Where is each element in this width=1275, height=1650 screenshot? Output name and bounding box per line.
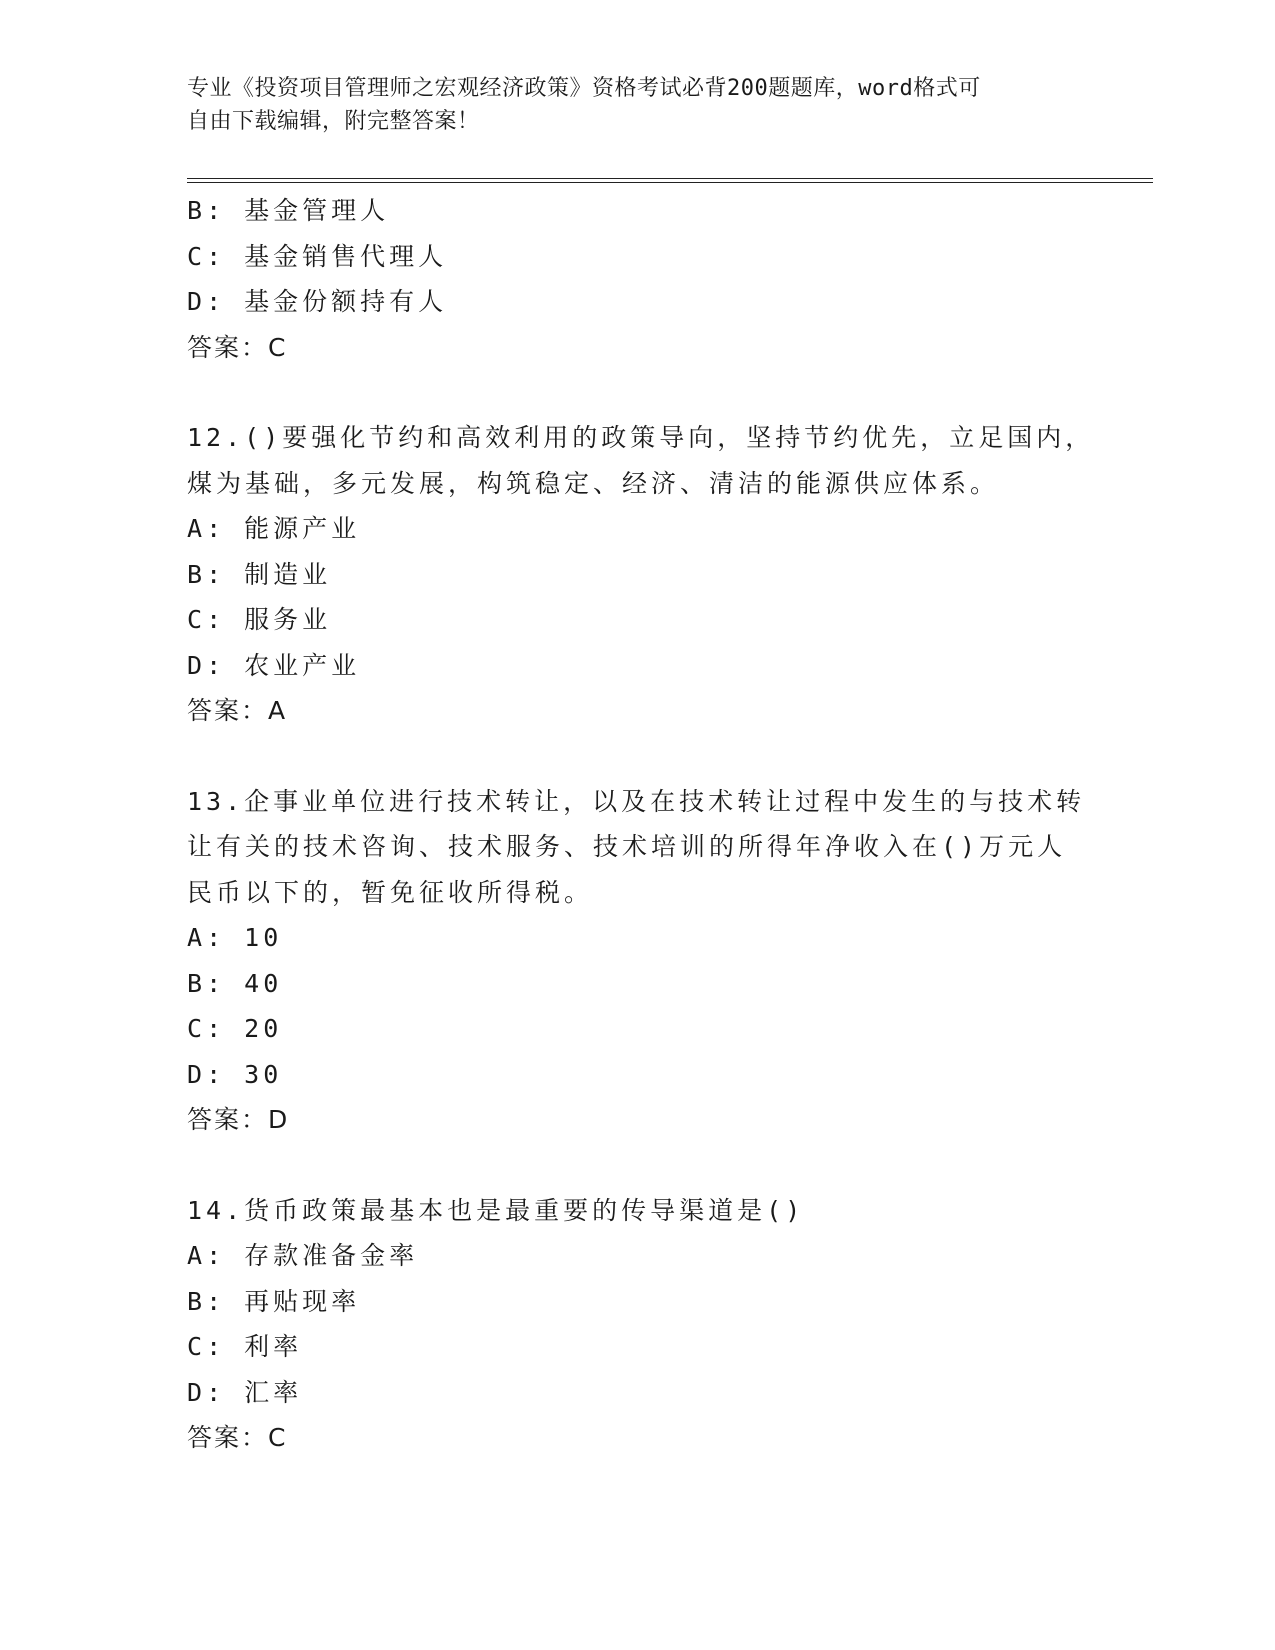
answer: 答案：D [187, 1105, 290, 1134]
option-a: A: 10 [187, 923, 283, 952]
answer: 答案：A [187, 696, 288, 725]
option-a: A: 存款准备金率 [187, 1241, 419, 1270]
question-stem-line: 13.企事业单位进行技术转让，以及在技术转让过程中发生的与技术转 [187, 786, 1086, 816]
question-stem-line: 民币以下的，暂免征收所得税。 [187, 877, 594, 907]
answer: 答案：C [187, 332, 288, 362]
option-c: C: 服务业 [187, 605, 332, 634]
option-b: B: 再贴现率 [187, 1286, 361, 1316]
option-d: D: 农业产业 [187, 650, 361, 680]
question-11-tail [187, 188, 1087, 370]
question-stem-line: 12.()要强化节约和高效利用的政策导向，坚持节约优先，立足国内， [187, 423, 1095, 452]
page-header [187, 72, 1087, 138]
option-d: D: 基金份额持有人 [187, 287, 448, 316]
option-b: B: 基金管理人 [187, 196, 390, 225]
question-content [187, 188, 1095, 1461]
option-d: D: 30 [187, 1059, 283, 1089]
header-line-1: 专业《投资项目管理师之宏观经济政策》资格考试必背200题题库，word格式可 [187, 76, 981, 101]
option-b: B: 制造业 [187, 559, 332, 589]
question-stem-line: 14.货币政策最基本也是最重要的传导渠道是() [187, 1195, 805, 1225]
option-a: A: 能源产业 [187, 514, 361, 543]
option-c: C: 基金销售代理人 [187, 241, 448, 271]
question-stem-line: 煤为基础，多元发展，构筑稳定、经济、清洁的能源供应体系。 [187, 468, 1000, 498]
question-14 [187, 1188, 1087, 1461]
header-double-rule [187, 178, 1153, 183]
option-b: B: 40 [187, 968, 283, 998]
option-c: C: 利率 [187, 1332, 303, 1361]
question-13 [187, 779, 1087, 1143]
answer: 答案：C [187, 1423, 288, 1452]
option-d: D: 汇率 [187, 1377, 303, 1407]
question-12 [187, 415, 1095, 734]
option-c: C: 20 [187, 1014, 283, 1043]
header-line-2: 自由下载编辑，附完整答案！ [187, 109, 480, 134]
question-stem-line: 让有关的技术咨询、技术服务、技术培训的所得年净收入在()万元人 [187, 832, 1067, 861]
